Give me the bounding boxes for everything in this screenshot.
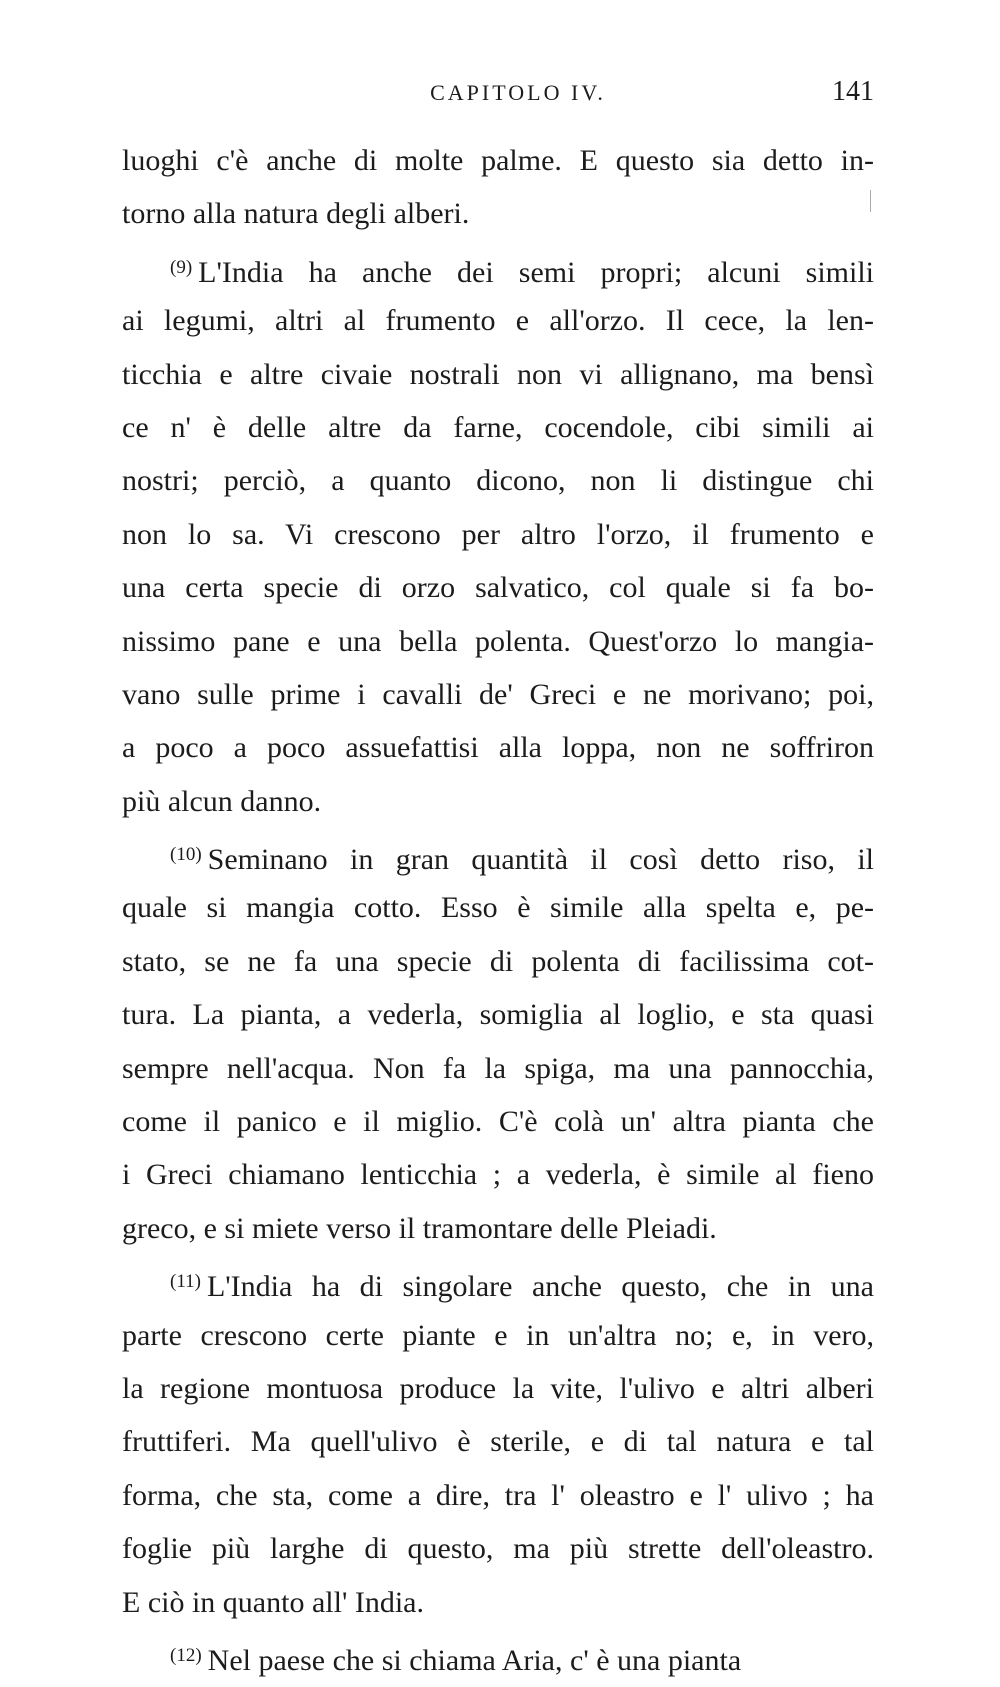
paragraph: [122, 828, 874, 1255]
paragraph: [122, 1255, 874, 1629]
text-line: [122, 1576, 874, 1629]
text-line: [122, 187, 874, 240]
text-line: [122, 1148, 874, 1201]
text-line: [122, 1255, 874, 1308]
line-text: L'India ha anche dei semi propri; alcuni simili: [198, 255, 874, 289]
line-text: stato, se ne fa una specie di polenta di facilissima cot-: [122, 944, 874, 978]
paragraph: [122, 134, 874, 241]
line-text: E ciò in quanto all' India.: [122, 1585, 424, 1619]
line-text: quale si mangia cotto. Esso è simile alla spelta e, pe-: [122, 891, 874, 925]
line-text: foglie più larghe di questo, ma più strette dell'oleastro.: [122, 1532, 874, 1566]
text-line: [122, 348, 874, 401]
text-line: [122, 1469, 874, 1522]
line-text: la regione montuosa produce la vite, l'ulivo e altri alberi: [122, 1371, 874, 1405]
text-line: [122, 1095, 874, 1148]
line-text: tura. La pianta, a vederla, somiglia al loglio, e sta quasi: [122, 998, 874, 1032]
text-line: [122, 775, 874, 828]
line-text: fruttiferi. Ma quell'ulivo è sterile, e di tal natura e tal: [122, 1425, 874, 1459]
line-text: non lo sa. Vi crescono per altro l'orzo, il frumento e: [122, 517, 874, 551]
section-number: (11): [170, 1271, 201, 1293]
line-text: forma, che sta, come a dire, tra l' oleastro e l' ulivo ; ha: [122, 1478, 874, 1512]
line-text: L'India ha di singolare anche questo, che in una: [206, 1270, 874, 1304]
text-line: [122, 1042, 874, 1095]
section-number: (12): [170, 1644, 202, 1666]
page-header: [122, 76, 874, 120]
text-line: [122, 508, 874, 561]
line-text: luoghi c'è anche di molte palme. E questo sia detto in-: [122, 144, 874, 177]
line-text: una certa specie di orzo salvatico, col quale si fa bo-: [122, 571, 874, 605]
text-line: [122, 828, 874, 881]
line-text: nissimo pane e una bella polenta. Quest'orzo lo mangia-: [122, 624, 874, 658]
text-line: [122, 881, 874, 934]
line-text: nostri; perciò, a quanto dicono, non li distingue chi: [122, 464, 874, 498]
text-line: [122, 454, 874, 507]
line-text: più alcun danno.: [122, 784, 322, 818]
line-text: Nel paese che si chiama Aria, c' è una pianta: [207, 1643, 742, 1677]
paragraph: [122, 241, 874, 828]
line-text: ce n' è delle altre da farne, cocendole, cibi simili ai: [122, 410, 874, 444]
text-line: [122, 294, 874, 347]
text-line: [122, 615, 874, 668]
text-line: [122, 1415, 874, 1468]
running-head: CAPITOLO IV.: [430, 80, 606, 105]
line-text: sempre nell'acqua. Non fa la spiga, ma una pannocchia,: [122, 1051, 874, 1085]
line-text: i Greci chiamano lenticchia ; a vederla, è simile al fieno: [122, 1158, 874, 1192]
text-line: [122, 401, 874, 454]
paragraph: [122, 1629, 874, 1682]
text-line: [122, 1362, 874, 1415]
text-line: [122, 1309, 874, 1362]
line-text: vano sulle prime i cavalli de' Greci e ne morivano; poi,: [122, 677, 874, 711]
text-line: [122, 988, 874, 1041]
line-text: torno alla natura degli alberi.: [122, 197, 470, 231]
line-text: a poco a poco assuefattisi alla loppa, non ne soffriron: [122, 731, 874, 765]
text-line: [122, 241, 874, 294]
text-line: [122, 1522, 874, 1575]
text-line: [122, 134, 874, 187]
text-line: [122, 1629, 874, 1682]
line-text: come il panico e il miglio. C'è colà un' altra pianta che: [122, 1105, 874, 1139]
line-text: greco, e si miete verso il tramontare delle Pleiadi.: [122, 1211, 717, 1245]
text-line: [122, 1202, 874, 1255]
text-line: [122, 561, 874, 614]
line-text: ticchia e altre civaie nostrali non vi allignano, ma bensì: [122, 357, 874, 391]
line-text: parte crescono certe piante e in un'altra no; e, in vero,: [122, 1318, 874, 1352]
page-number: 141: [832, 76, 874, 107]
page-body: [122, 134, 874, 1682]
line-text: Seminano in gran quantità il così detto riso, il: [207, 843, 874, 877]
line-text: ai legumi, altri al frumento e all'orzo. Il cece, la len-: [122, 304, 874, 338]
text-line: [122, 721, 874, 774]
section-number: (10): [170, 844, 202, 866]
section-number: (9): [170, 256, 193, 278]
text-line: [122, 935, 874, 988]
text-line: [122, 668, 874, 721]
